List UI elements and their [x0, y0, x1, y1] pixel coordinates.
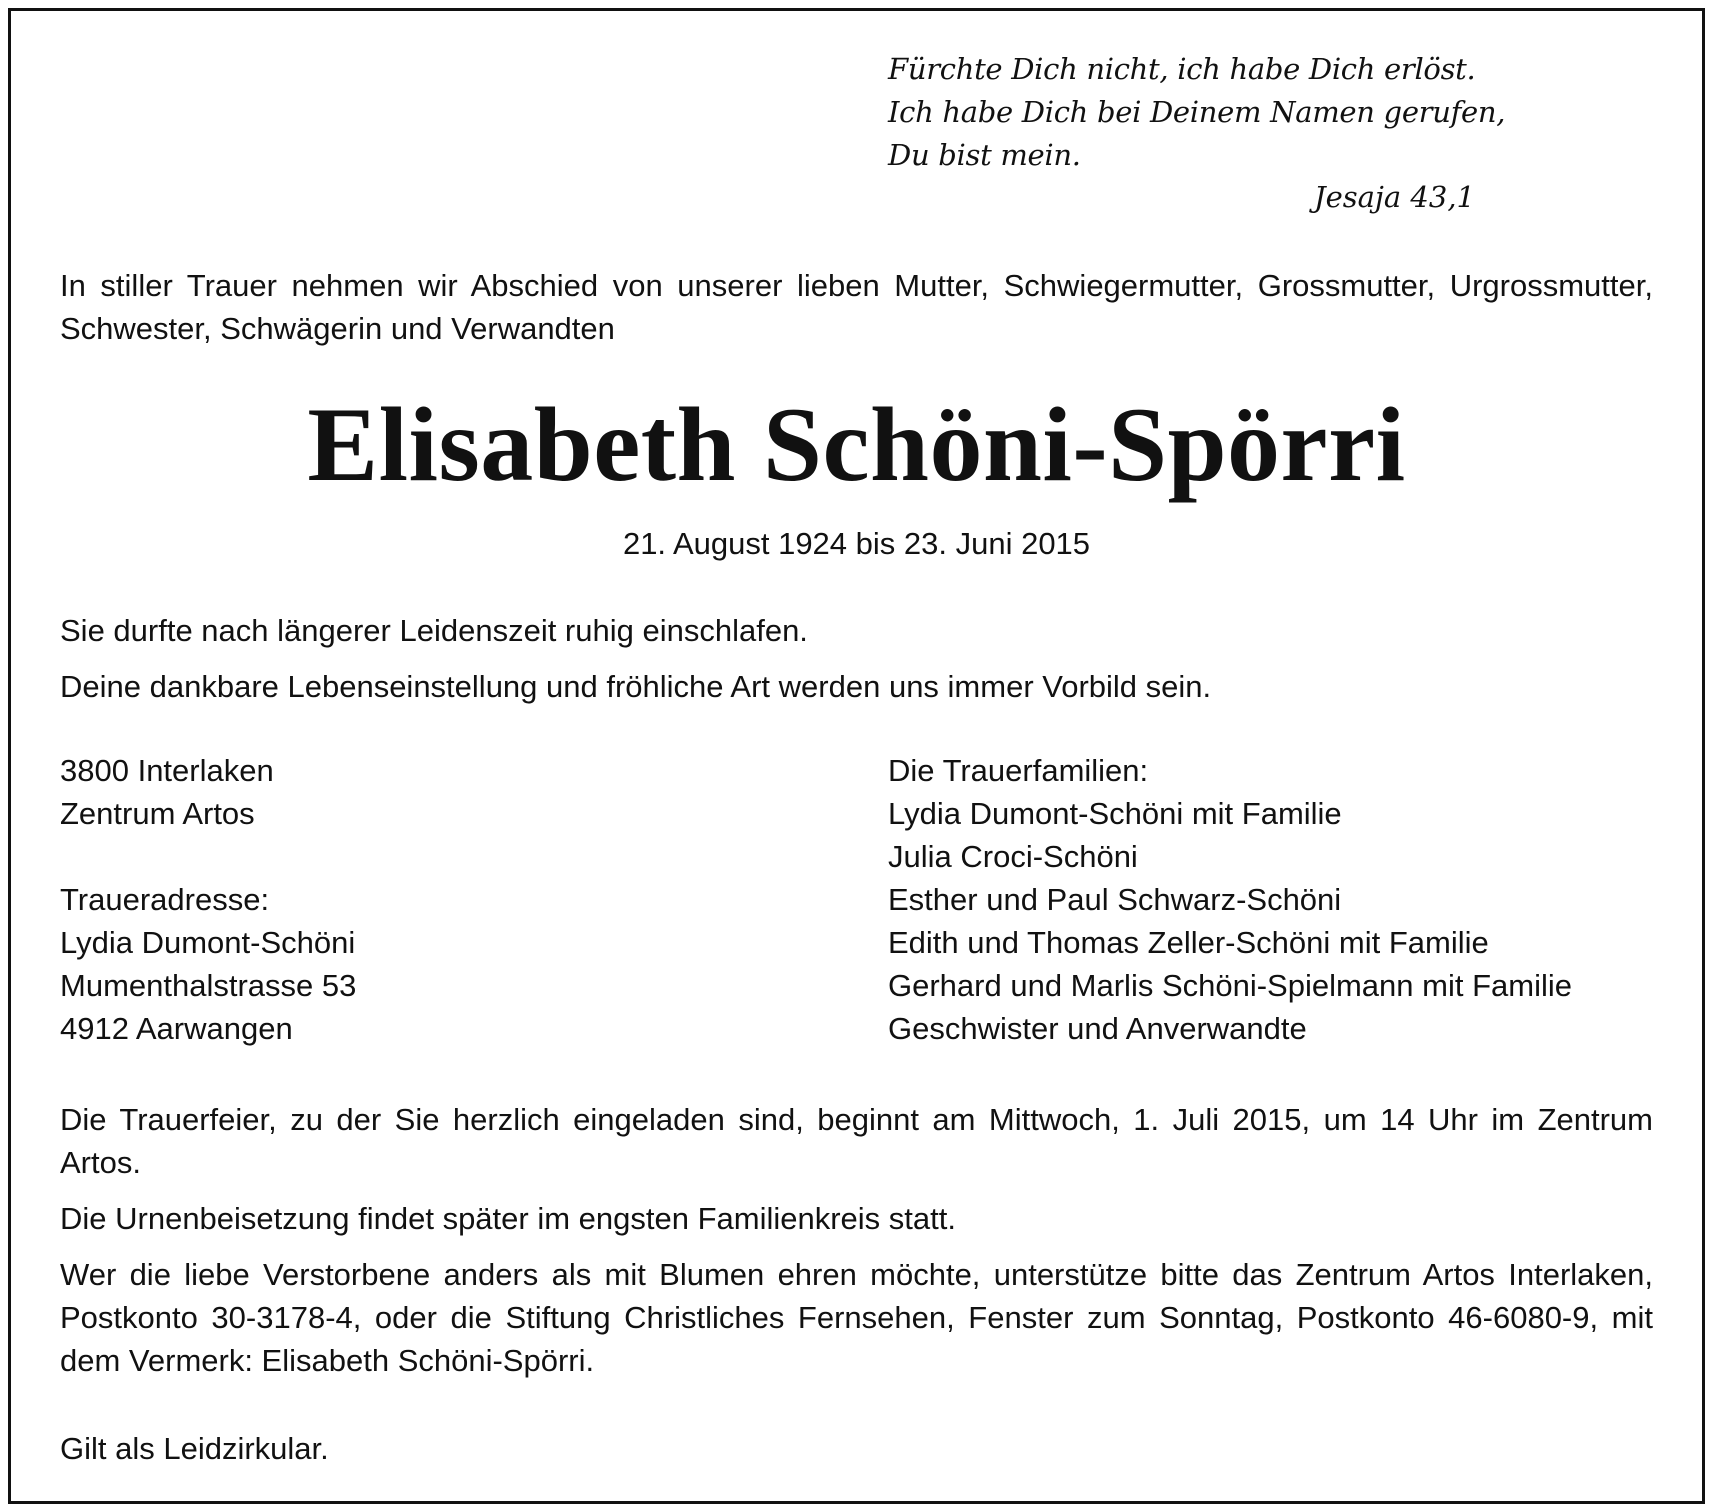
bible-verse: [888, 48, 1505, 177]
address-column: [60, 749, 356, 1050]
verse-line: Du bist mein.: [888, 138, 1081, 172]
verse-line: Fürchte Dich nicht, ich habe Dich erlöst.: [888, 52, 1476, 86]
mourning-address-line: 4912 Aarwangen: [60, 1011, 293, 1046]
family-member: Julia Croci-Schöni: [888, 839, 1138, 874]
life-dates: 21. August 1924 bis 23. Juni 2015: [622, 526, 1091, 561]
family-member: Geschwister und Anverwandte: [888, 1011, 1307, 1046]
closing-text: Gilt als Leidzirkular.: [60, 1431, 329, 1466]
family-member: Esther und Paul Schwarz-Schöni: [888, 882, 1342, 917]
statement-text: Sie durfte nach längerer Leidenszeit ruhig einschlafen.: [60, 613, 808, 648]
families-column: [888, 749, 1572, 1050]
donation-text: Wer die liebe Verstorbene anders als mit Blumen ehren möchte, unterstütze bitte das Zentrum Artos Interlaken, Postkonto 30-3178-4, oder die Stiftung Christliches Fernsehen, Fenster zum Sonntag, Postkonto 46-6080-9, mit dem Vermerk: Elisabeth Schöni-Spörri.: [60, 1257, 1653, 1378]
verse-reference: Jesaja 43,1: [1313, 180, 1475, 214]
family-member: Edith und Thomas Zeller-Schöni mit Familie: [888, 925, 1489, 960]
mourning-address-label: Traueradresse:: [60, 882, 270, 917]
location-line: 3800 Interlaken: [60, 753, 274, 788]
family-member: Gerhard und Marlis Schöni-Spielmann mit Familie: [888, 968, 1572, 1003]
mourning-address-line: Mumenthalstrasse 53: [60, 968, 357, 1003]
location-line: Zentrum Artos: [60, 796, 255, 831]
burial-text: Die Urnenbeisetzung findet später im engsten Familienkreis statt.: [60, 1201, 956, 1236]
intro-text: In stiller Trauer nehmen wir Abschied von unserer lieben Mutter, Schwiegermutter, Grossmutter, Urgrossmutter, Schwester, Schwägerin und Verwandten: [60, 268, 1653, 346]
ceremony-text: Die Trauerfeier, zu der Sie herzlich eingeladen sind, beginnt am Mittwoch, 1. Juli 2015, um 14 Uhr im Zentrum Artos.: [60, 1102, 1653, 1180]
families-label: Die Trauerfamilien:: [888, 753, 1149, 788]
deceased-name: Elisabeth Schöni-Spörri: [307, 386, 1406, 503]
mourning-address-line: Lydia Dumont-Schöni: [60, 925, 356, 960]
spacer: [60, 835, 356, 878]
family-member: Lydia Dumont-Schöni mit Familie: [888, 796, 1342, 831]
statement-text: Deine dankbare Lebenseinstellung und fröhliche Art werden uns immer Vorbild sein.: [60, 669, 1212, 704]
verse-line: Ich habe Dich bei Deinem Namen gerufen,: [888, 95, 1506, 129]
